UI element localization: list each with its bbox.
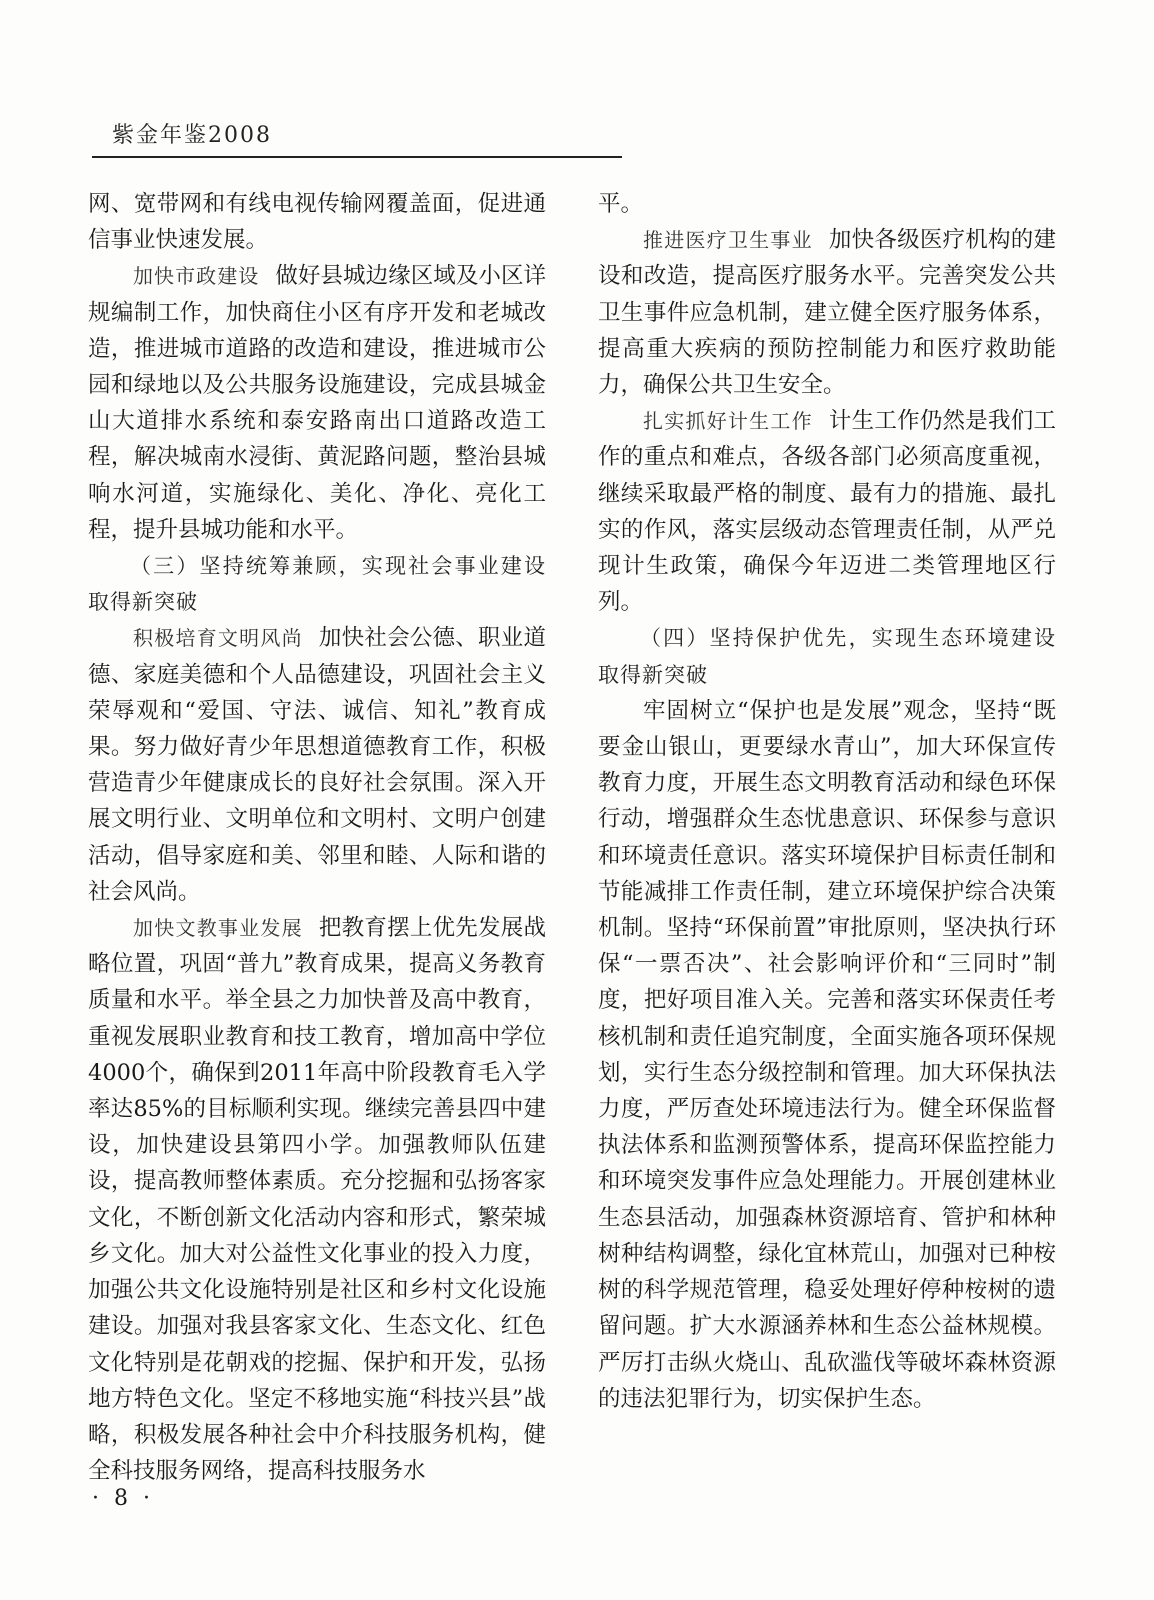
paragraph-text: 做好县城边缘区域及小区详规编制工作，加快商住小区有序开发和老城改造，推进城市道路的改造和建设，推进城市公园和绿地以及公共服务设施建设，完成县城金山大道排水系统和泰安路南出口道路改造工程，解决城南水浸街、黄泥路问题，整治县城响水河道，实施绿化、美化、净化、亮化工程，提升县城功能和水平。 (88, 263, 546, 543)
paragraph: 网、宽带网和有线电视传输网覆盖面，促进通信事业快速发展。 (88, 191, 546, 254)
right-column (598, 186, 1056, 1417)
paragraph (88, 910, 546, 1489)
section-heading: （四）坚持保护优先，实现生态环境建设取得新突破 (598, 626, 1056, 687)
running-title: 紫金年鉴2008 (112, 123, 272, 148)
paragraph-lead: 加快市政建设 (133, 264, 260, 289)
header-rule (92, 156, 622, 158)
paragraph-lead: 积极培育文明风尚 (133, 626, 303, 651)
page-number: · 8 · (92, 1486, 154, 1511)
paragraph: 牢固树立“保护也是发展”观念，坚持“既要金山银山，更要绿水青山”，加大环保宣传教育力度，开展生态文明教育活动和绿色环保行动，增强群众生态忧患意识、环保参与意识和环境责任意识。落实环境保护目标责任制和节能减排工作责任制，建立环境保护综合决策机制。坚持“环保前置”审批原则，坚决执行环保“一票否决”、社会影响评价和“三同时”制度，把好项目准入关。完善和落实环保责任考核机制和责任追究制度，全面实施各项环保规划，实行生态分级控制和管理。加大环保执法力度，严厉查处环境违法行为。健全环保监督执法体系和监测预警体系，提高环保监控能力和环境突发事件应急处理能力。开展创建林业生态县活动，加强森林资源培育、管护和林种树种结构调整，绿化宜林荒山，加强对已种桉树的科学规范管理，稳妥处理好停种桉树的遗留问题。扩大水源涵养林和生态公益林规模。严厉打击纵火烧山、乱砍滥伐等破坏森林资源的违法犯罪行为，切实保护生态。 (598, 697, 1056, 1412)
paragraph (598, 403, 1056, 620)
left-column (88, 186, 546, 1489)
paragraph-text: 加快各级医疗机构的建设和改造，提高医疗服务水平。完善突发公共卫生事件应急机制，建立健全医疗服务体系，提高重大疾病的预防控制能力和医疗救助能力，确保公共卫生安全。 (598, 227, 1056, 399)
paragraph-lead: 扎实抓好计生工作 (643, 409, 813, 434)
paragraph-text: 把教育摆上优先发展战略位置，巩固“普九”教育成果，提高义务教育质量和水平。举全县之力加快普及高中教育，重视发展职业教育和技工教育，增加高中学位4000个，确保到2011年高中阶段教育毛入学率达85%的目标顺利实现。继续完善县四中建设，加快建设县第四小学。加强教师队伍建设，提高教师整体素质。充分挖掘和弘扬客家文化，不断创新文化活动内容和形式，繁荣城乡文化。加大对公益性文化事业的投入力度，加强公共文化设施特别是社区和乡村文化设施建设。加强对我县客家文化、生态文化、红色文化特别是花朝戏的挖掘、保护和开发，弘扬地方特色文化。坚定不移地实施“科技兴县”战略，积极发展各种社会中介科技服务机构，健全科技服务网络，提高科技服务水 (88, 915, 546, 1485)
paragraph (88, 258, 546, 548)
paragraph: 平。 (598, 191, 644, 217)
paragraph-lead: 推进医疗卫生事业 (643, 228, 813, 253)
paragraph-text: 加快社会公德、职业道德、家庭美德和个人品德建设，巩固社会主义荣辱观和“爱国、守法、诚信、知礼”教育成果。努力做好青少年思想道德教育工作，积极营造青少年健康成长的良好社会氛围。深入开展文明行业、文明单位和文明村、文明户创建活动，倡导家庭和美、邻里和睦、人际和谐的社会风尚。 (88, 625, 546, 905)
section-heading: （三）坚持统筹兼顾，实现社会事业建设取得新突破 (88, 554, 546, 615)
paragraph-text: 计生工作仍然是我们工作的重点和难点，各级各部门必须高度重视，继续采取最严格的制度、最有力的措施、最扎实的作风，落实层级动态管理责任制，从严兑现计生政策，确保今年迈进二类管理地区行列。 (598, 408, 1056, 616)
paragraph (598, 222, 1056, 403)
paragraph-lead: 加快文教事业发展 (133, 916, 303, 941)
paragraph (88, 620, 546, 910)
